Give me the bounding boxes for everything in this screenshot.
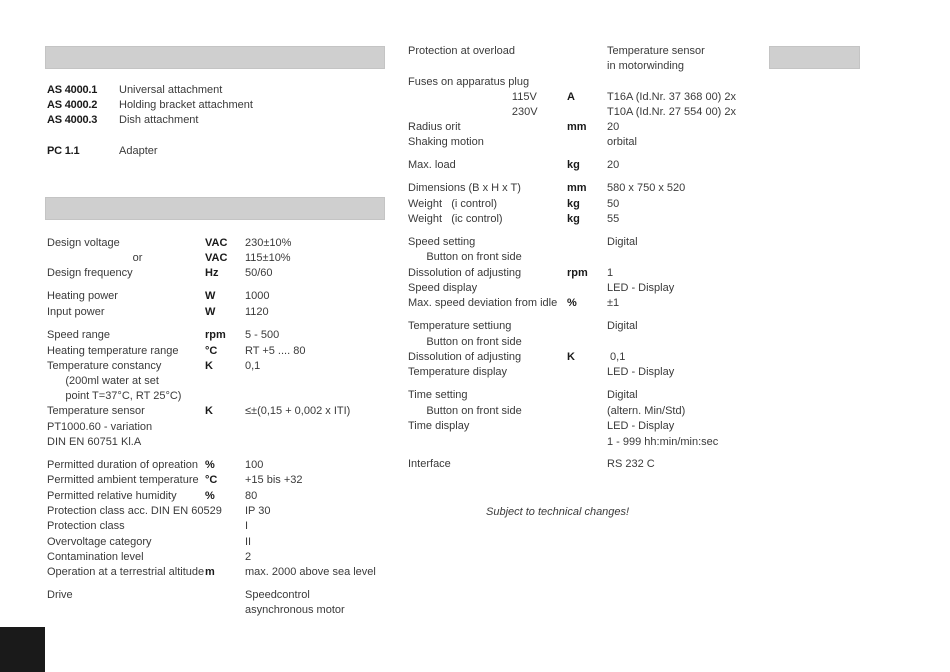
spec-value: +15 bis +32 <box>245 474 303 486</box>
spec-value: 50 <box>607 198 620 210</box>
spec-value: 0,1 <box>245 360 261 372</box>
spec-unit: VAC <box>205 252 228 264</box>
spec-unit: % <box>567 297 577 309</box>
spec-label: Speed display <box>408 282 478 294</box>
spec-label: 230V <box>408 106 538 118</box>
spec-label: Protection class <box>47 520 125 532</box>
spec-label: Heating temperature range <box>47 345 179 357</box>
accessory-desc: Dish attachment <box>119 114 199 126</box>
spec-unit: rpm <box>205 329 226 341</box>
right-header-bar <box>769 46 860 69</box>
accessory-row <box>47 113 377 128</box>
spec-label: Max. speed deviation from idle <box>408 297 558 309</box>
spec-value: II <box>245 536 252 548</box>
spec-value: 230±10% <box>245 237 292 249</box>
spec-label: Permitted duration of opreation <box>47 459 199 471</box>
spec-unit: m <box>205 566 215 578</box>
spec-label: Design frequency <box>47 267 133 279</box>
spec-label: Protection at overload <box>408 45 516 57</box>
spec-unit: Hz <box>205 267 219 279</box>
spec-unit: °C <box>205 474 218 486</box>
accessory-desc: Holding bracket attachment <box>119 99 253 111</box>
spec-label: DIN EN 60751 Kl.A <box>47 436 142 448</box>
spec-label: Dissolution of adjusting <box>408 351 522 363</box>
spec-unit: W <box>205 306 216 318</box>
spec-label: Overvoltage category <box>47 536 152 548</box>
spec-label: Dimensions (B x H x T) <box>408 182 521 194</box>
spec-value: T10A (Id.Nr. 27 554 00) 2x <box>607 106 737 118</box>
spec-label: Temperature display <box>408 366 508 378</box>
spec-value: 55 <box>607 213 620 225</box>
spec-label: Heating power <box>47 290 118 302</box>
spec-value: 20 <box>607 159 620 171</box>
spec-label: Interface <box>408 458 451 470</box>
spec-label: Protection class acc. DIN EN 60529 <box>47 505 222 517</box>
spec-value: max. 2000 above sea level <box>245 566 376 578</box>
spec-label: Button on front side <box>408 336 522 348</box>
spec-value: (altern. Min/Std) <box>607 405 686 417</box>
spec-unit: K <box>205 360 213 372</box>
spec-value: 1000 <box>245 290 270 302</box>
spec-label: Permitted relative humidity <box>47 490 177 502</box>
spec-label: Temperature settiung <box>408 320 512 332</box>
spec-label: (200ml water at set <box>47 375 159 387</box>
accessory-row <box>47 98 377 113</box>
page-tab-marker <box>0 627 45 672</box>
spec-value: ±1 <box>607 297 620 309</box>
spec-label: Design voltage <box>47 237 120 249</box>
spec-unit: kg <box>567 198 580 210</box>
spec-value: LED - Display <box>607 420 675 432</box>
spec-unit: K <box>567 351 575 363</box>
accessory-row <box>47 83 377 98</box>
spec-value: 50/60 <box>245 267 273 279</box>
spec-unit: rpm <box>567 267 588 279</box>
spec-value: 1120 <box>245 306 269 318</box>
spec-value: 1 - 999 hh:min/min:sec <box>607 436 719 448</box>
spec-unit: °C <box>205 345 218 357</box>
spec-label: Drive <box>47 589 73 601</box>
accessory-desc: Universal attachment <box>119 84 223 96</box>
spec-value: LED - Display <box>607 366 675 378</box>
spec-value: I <box>245 520 249 532</box>
spec-value: orbital <box>607 136 637 148</box>
spec-label: Time display <box>408 420 470 432</box>
spec-label: Speed range <box>47 329 110 341</box>
accessories-header-bar <box>45 46 385 69</box>
spec-unit: W <box>205 290 216 302</box>
spec-label: Radius orit <box>408 121 461 133</box>
spec-label: Dissolution of adjusting <box>408 267 522 279</box>
spec-label: Weight (ic control) <box>408 213 503 225</box>
spec-unit: mm <box>567 121 587 133</box>
accessory-desc: Adapter <box>119 145 158 157</box>
accessory-code: AS 4000.3 <box>47 114 98 126</box>
spec-value: RS 232 C <box>607 458 655 470</box>
spec-label: Temperature constancy <box>47 360 162 372</box>
spec-label: Speed setting <box>408 236 476 248</box>
accessory-code: AS 4000.1 <box>47 84 98 96</box>
spec-value: T16A (Id.Nr. 37 368 00) 2x <box>607 91 737 103</box>
spec-value: asynchronous motor <box>245 604 345 616</box>
spec-unit: kg <box>567 213 580 225</box>
spec-unit: % <box>205 490 215 502</box>
spec-value: in motorwinding <box>607 60 685 72</box>
spec-unit: mm <box>567 182 587 194</box>
spec-value: 115±10% <box>245 252 291 264</box>
spec-label: Time setting <box>408 389 468 401</box>
spec-unit: A <box>567 91 575 103</box>
spec-label: or <box>47 252 143 264</box>
spec-value: RT +5 .... 80 <box>245 345 306 357</box>
spec-unit: % <box>205 459 215 471</box>
spec-label: Button on front side <box>408 251 522 263</box>
spec-label: Weight (i control) <box>408 198 498 210</box>
spec-label: Input power <box>47 306 105 318</box>
spec-value: ≤±(0,15 + 0,002 x ITI) <box>245 405 351 417</box>
spec-label: Button on front side <box>408 405 522 417</box>
spec-label: Contamination level <box>47 551 144 563</box>
spec-unit: K <box>205 405 213 417</box>
spec-value: 580 x 750 x 520 <box>607 182 686 194</box>
spec-label: Fuses on apparatus plug <box>408 76 530 88</box>
spec-label: Shaking motion <box>408 136 484 148</box>
spec-value: 5 - 500 <box>245 329 280 341</box>
spec-value: Digital <box>607 236 638 248</box>
spec-label: Max. load <box>408 159 456 171</box>
spec-value: Digital <box>607 320 638 332</box>
spec-value: 80 <box>245 490 258 502</box>
spec-unit: VAC <box>205 237 228 249</box>
accessory-code: PC 1.1 <box>47 145 80 157</box>
spec-value: Speedcontrol <box>245 589 310 601</box>
spec-value: 0,1 <box>607 351 626 363</box>
spec-value: Temperature sensor <box>607 45 705 57</box>
spec-unit: kg <box>567 159 580 171</box>
spec-value: 1 <box>607 267 614 279</box>
spec-label: Operation at a terrestrial altitude <box>47 566 205 578</box>
spec-label: 115V <box>408 91 537 103</box>
spec-value: Digital <box>607 389 638 401</box>
technical-data-header-bar <box>45 197 385 220</box>
spec-label: PT1000.60 - variation <box>47 421 153 433</box>
spec-label: point T=37°C, RT 25°C) <box>47 390 182 402</box>
spec-value: 100 <box>245 459 264 471</box>
spec-value: 2 <box>245 551 252 563</box>
footer-note: Subject to technical changes! <box>486 506 630 518</box>
spec-label: Permitted ambient temperature <box>47 474 199 486</box>
accessory-code: AS 4000.2 <box>47 99 98 111</box>
accessory-row <box>47 144 377 159</box>
spec-value: IP 30 <box>245 505 271 517</box>
spec-label: Temperature sensor <box>47 405 145 417</box>
spec-value: LED - Display <box>607 282 675 294</box>
spec-value: 20 <box>607 121 620 133</box>
